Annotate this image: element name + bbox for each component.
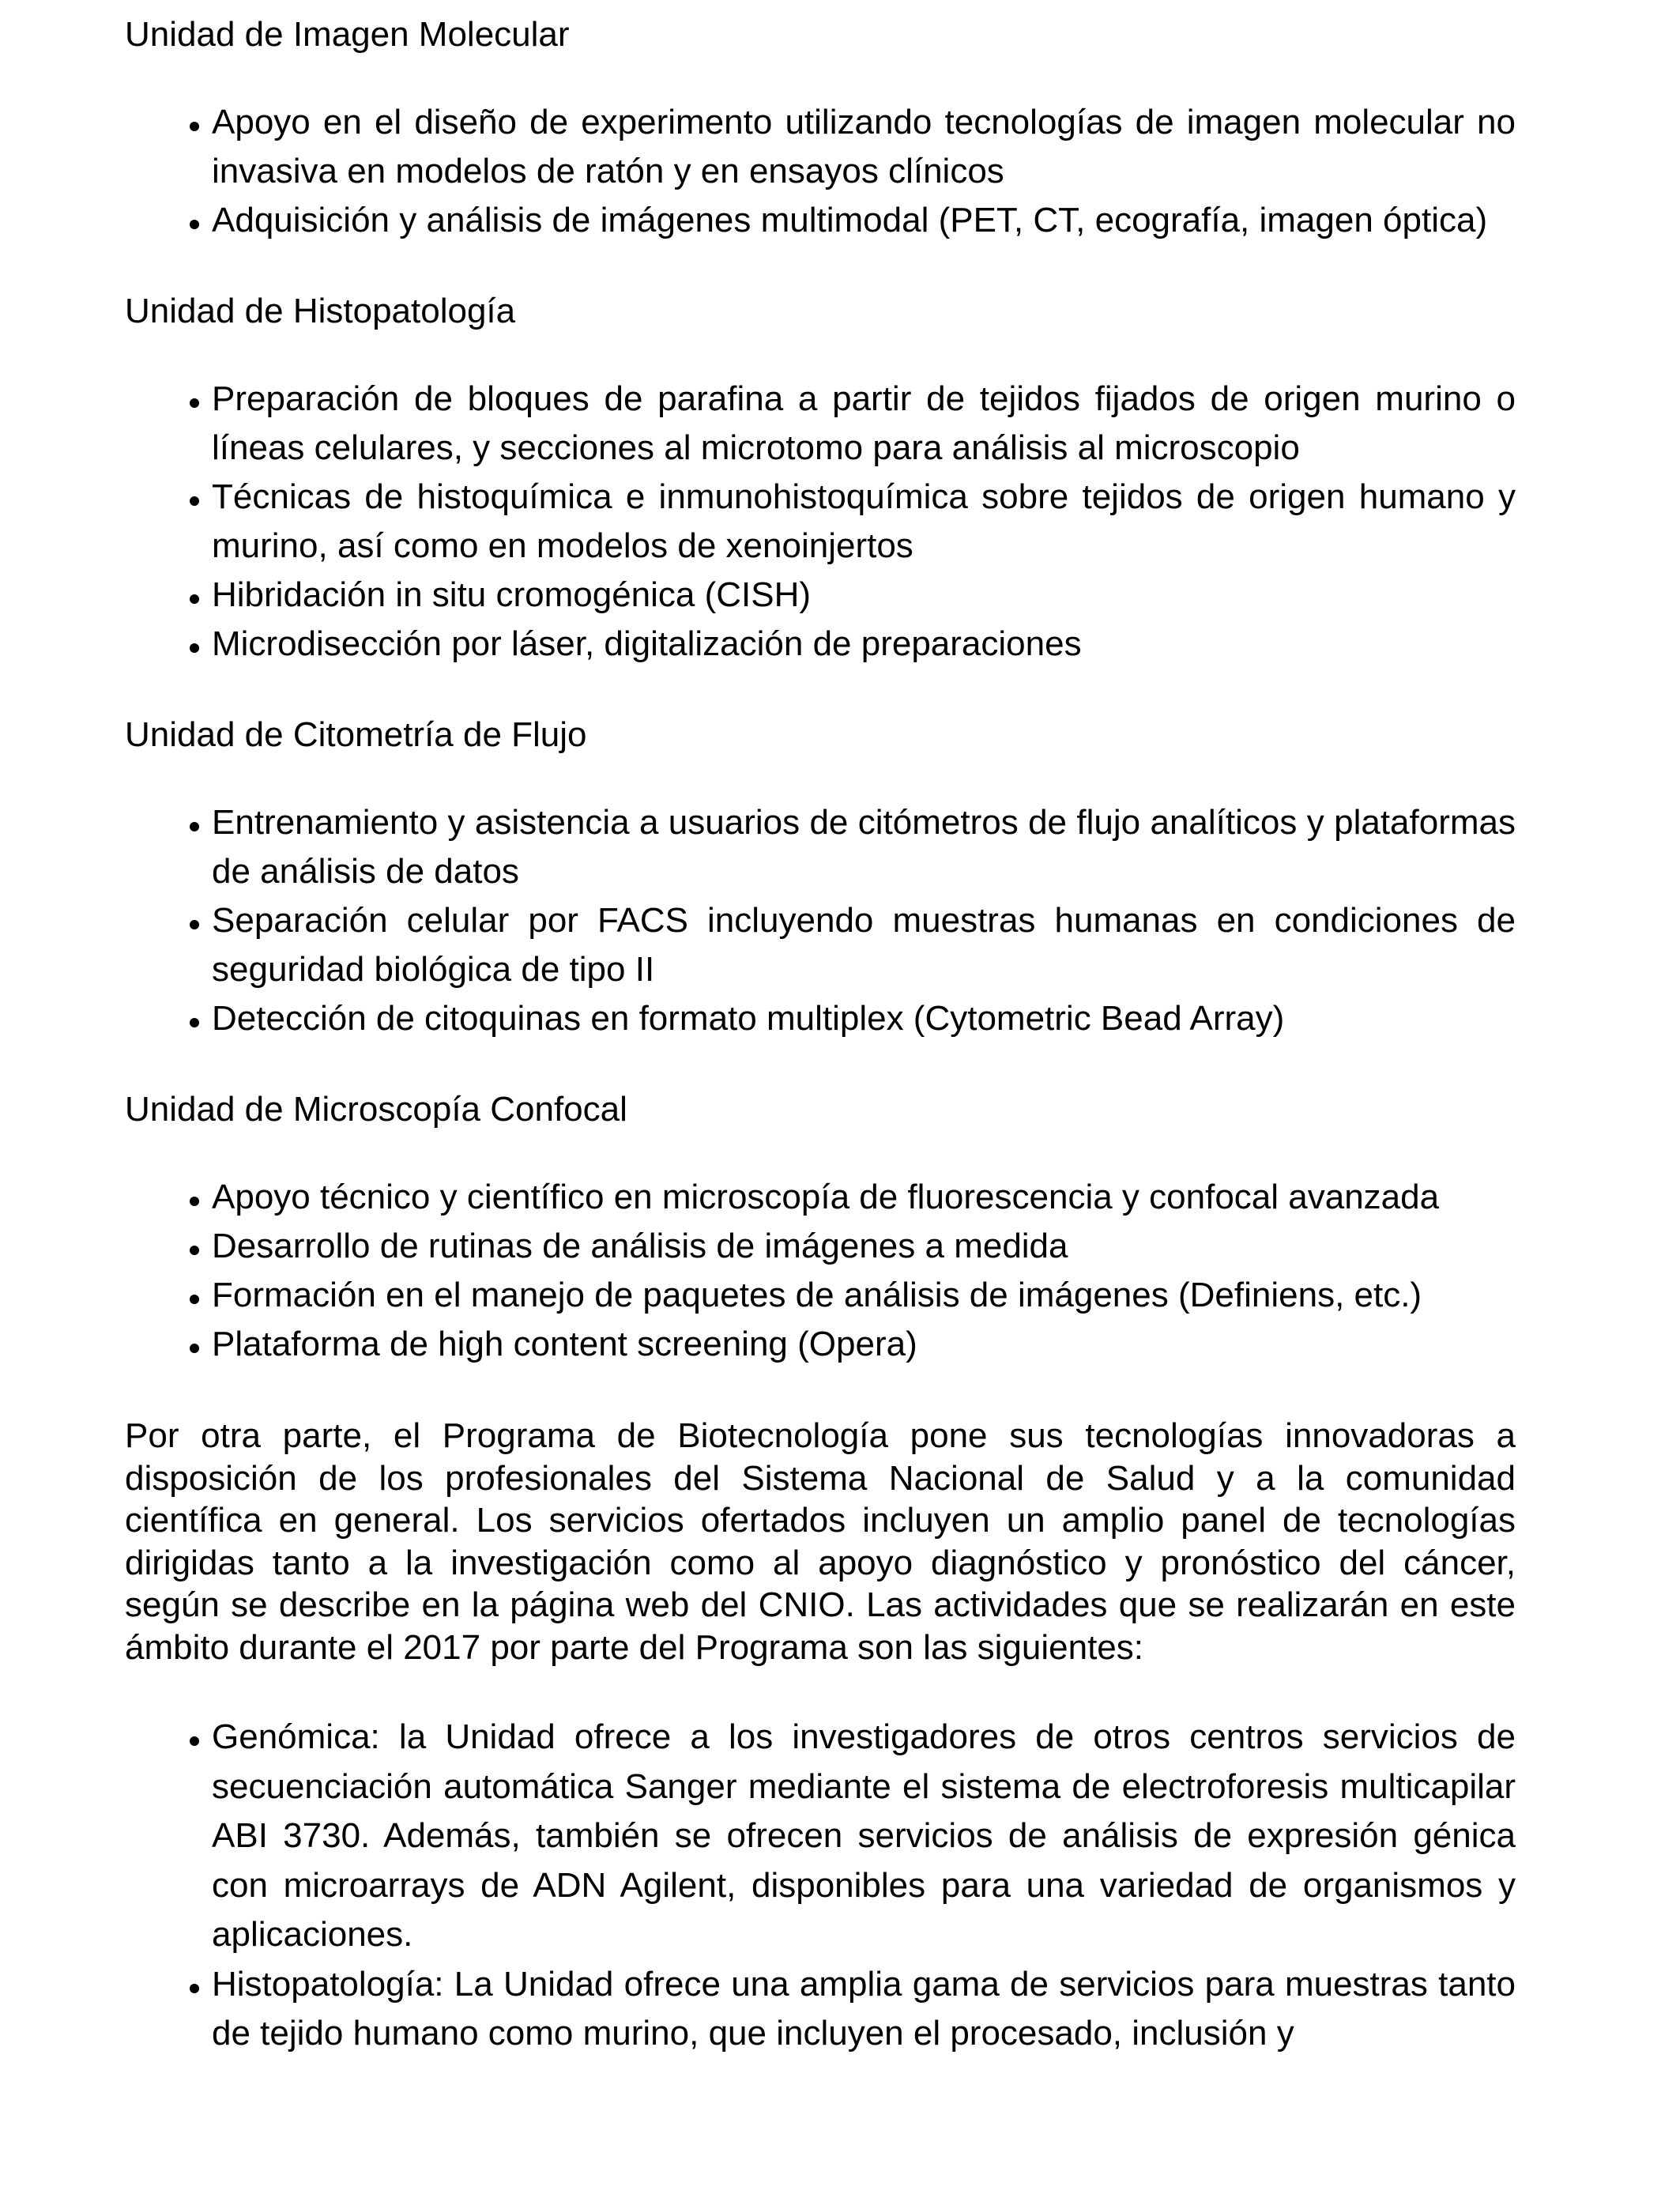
list-item: Apoyo en el diseño de experimento utilizando tecnologías de imagen molecular no invasiva en modelos de ratón y en ensayos clínicos	[212, 103, 1516, 190]
body-paragraph: Por otra parte, el Programa de Biotecnología pone sus tecnologías innovadoras a disposición de los profesionales del Sistema Nacional de Salud y a la comunidad científica en general. Los servicios ofertados incluyen un amplio panel de tecnologías dirigidas tanto a la investigación como al apoyo diagnóstico y pronóstico del cáncer, según se describe en la página web del CNIO. Las actividades que se realizarán en este ámbito durante el 2017 por parte del Programa son las siguientes:	[125, 1416, 1516, 1667]
list-item: Formación en el manejo de paquetes de análisis de imágenes (Definiens, etc.)	[212, 1276, 1422, 1314]
list-item: Entrenamiento y asistencia a usuarios de citómetros de flujo analíticos y plataformas de análisis de datos	[212, 803, 1516, 891]
section-heading-microscopia: Unidad de Microscopía Confocal	[125, 1090, 627, 1129]
list-item: Plataforma de high content screening (Opera)	[212, 1325, 917, 1363]
section-heading-imagen-molecular: Unidad de Imagen Molecular	[125, 15, 570, 54]
list-item: Detección de citoquinas en formato multiplex (Cytometric Bead Array)	[212, 999, 1285, 1038]
list-item: Genómica: la Unidad ofrece a los investigadores de otros centros servicios de secuenciación automática Sanger mediante el sistema de electroforesis multicapilar ABI 3730. Además, también se ofrecen servicios de análisis de expresión génica con microarrays de ADN Agilent, disponibles para una variedad de organismos y aplicaciones.	[212, 1717, 1516, 1954]
document-page	[125, 0, 1516, 2059]
list-item: Histopatología: La Unidad ofrece una amplia gama de servicios para muestras tanto de tejido humano como murino, que incluyen el procesado, inclusión y	[212, 1964, 1516, 2053]
section-heading-citometria: Unidad de Citometría de Flujo	[125, 715, 587, 754]
section-heading-histopatologia: Unidad de Histopatología	[125, 292, 516, 330]
bullet-list-citometria	[125, 798, 1516, 1043]
bullet-list-imagen-molecular	[125, 98, 1516, 245]
list-item: Adquisición y análisis de imágenes multimodal (PET, CT, ecografía, imagen óptica)	[212, 201, 1488, 239]
list-item: Apoyo técnico y científico en microscopía de fluorescencia y confocal avanzada	[212, 1178, 1440, 1216]
list-item: Técnicas de histoquímica e inmunohistoquímica sobre tejidos de origen humano y murino, así como en modelos de xenoinjertos	[212, 477, 1516, 565]
list-item: Hibridación in situ cromogénica (CISH)	[212, 575, 812, 614]
bullet-list-histopatologia	[125, 375, 1516, 669]
bullet-list-services	[125, 1713, 1516, 2059]
list-item: Preparación de bloques de parafina a partir de tejidos fijados de origen murino o líneas celulares, y secciones al microtomo para análisis al microscopio	[212, 379, 1516, 467]
list-item: Microdisección por láser, digitalización de preparaciones	[212, 624, 1082, 663]
bullet-list-microscopia	[125, 1173, 1516, 1369]
list-item: Desarrollo de rutinas de análisis de imágenes a medida	[212, 1227, 1068, 1265]
list-item: Separación celular por FACS incluyendo muestras humanas en condiciones de seguridad biológica de tipo II	[212, 901, 1516, 989]
